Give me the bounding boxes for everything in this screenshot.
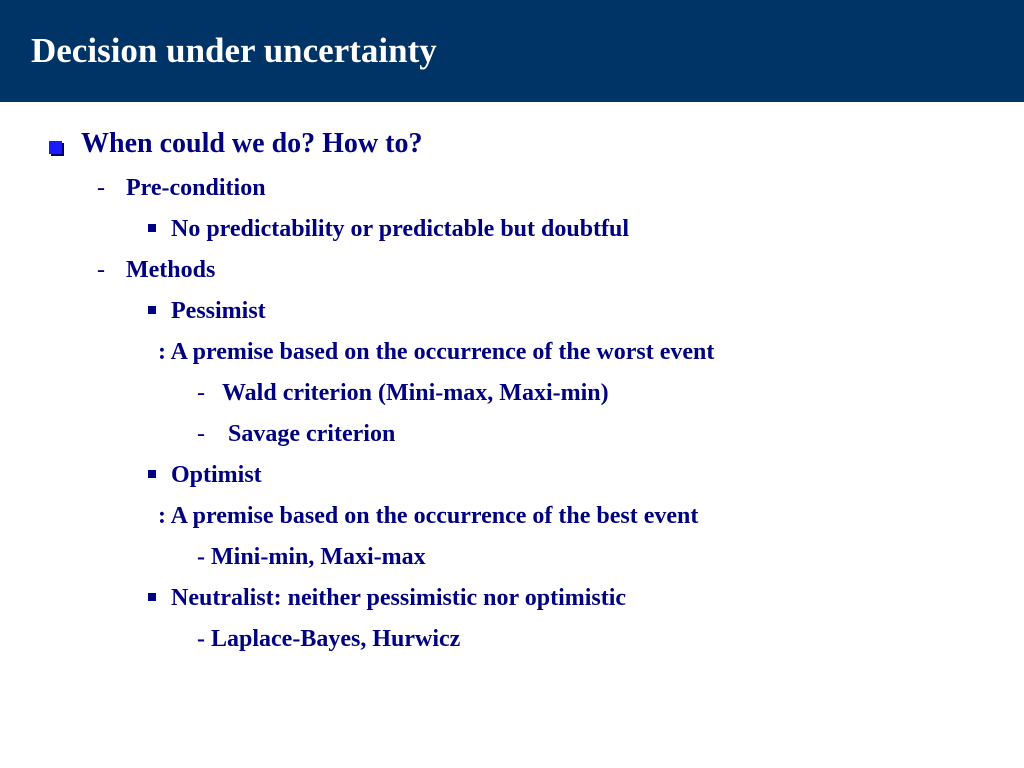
optimist-methods: - Mini-min, Maxi-max bbox=[197, 544, 426, 570]
heading-when-how: When could we do? How to? bbox=[81, 128, 423, 159]
savage-criterion: Savage criterion bbox=[222, 421, 396, 447]
dash-bullet-icon: - bbox=[97, 175, 105, 201]
neutralist-label: Neutralist: neither pessimistic nor optimistic bbox=[171, 585, 627, 611]
small-square-bullet-icon bbox=[148, 306, 156, 314]
slide-title: Decision under uncertainty bbox=[31, 31, 437, 70]
wald-criterion: Wald criterion (Mini-max, Maxi-min) bbox=[222, 380, 609, 406]
square-bullet-icon bbox=[49, 141, 62, 154]
small-square-bullet-icon bbox=[148, 224, 156, 232]
optimist-description: : A premise based on the occurrence of the best event bbox=[158, 503, 699, 529]
methods-label: Methods bbox=[126, 257, 216, 283]
optimist-label: Optimist bbox=[171, 462, 262, 488]
dash-bullet-icon: - bbox=[197, 421, 205, 447]
title-bar bbox=[0, 0, 1024, 102]
dash-bullet-icon: - bbox=[197, 380, 205, 406]
precondition-item: No predictability or predictable but doubtful bbox=[171, 216, 630, 242]
small-square-bullet-icon bbox=[148, 593, 156, 601]
pessimist-description: : A premise based on the occurrence of the worst event bbox=[158, 339, 715, 365]
pessimist-label: Pessimist bbox=[171, 298, 266, 324]
precondition-label: Pre-condition bbox=[126, 175, 266, 201]
neutralist-methods: - Laplace-Bayes, Hurwicz bbox=[197, 626, 461, 652]
small-square-bullet-icon bbox=[148, 470, 156, 478]
dash-bullet-icon: - bbox=[97, 257, 105, 283]
